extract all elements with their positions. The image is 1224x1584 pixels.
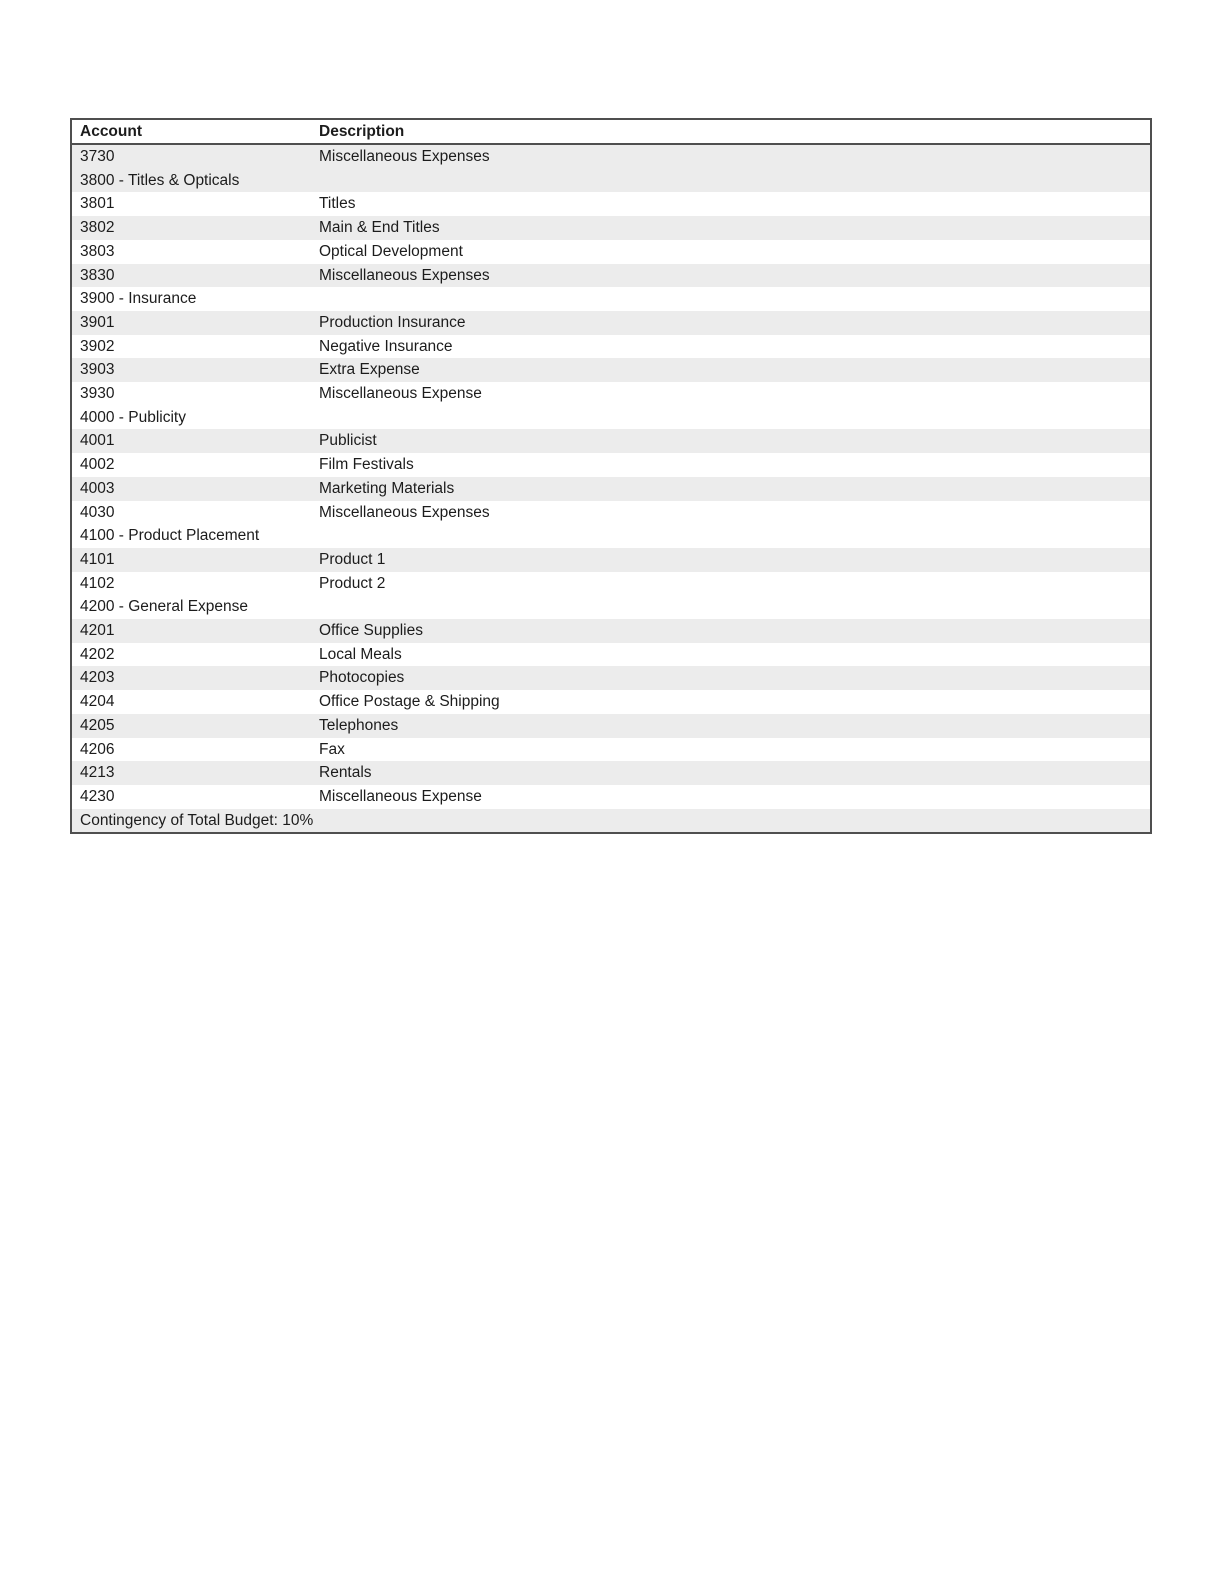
- table-row: [71, 382, 1151, 406]
- account-cell: 4002: [80, 456, 115, 474]
- table-row: [71, 192, 1151, 216]
- account-cell: 4000 - Publicity: [80, 408, 186, 426]
- table-row: [71, 666, 1151, 690]
- account-cell: 3903: [80, 361, 115, 379]
- description-cell: Miscellaneous Expenses: [319, 148, 490, 165]
- account-cell: 4001: [80, 432, 115, 450]
- table-row: [71, 690, 1151, 714]
- table-row: [71, 240, 1151, 264]
- table-row: [71, 738, 1151, 762]
- account-cell: 4102: [80, 574, 115, 592]
- account-cell: 4230: [80, 787, 115, 805]
- description-cell: Local Meals: [319, 645, 402, 663]
- table-row: [71, 311, 1151, 335]
- description-cell: Product 1: [319, 550, 386, 568]
- account-cell: 4202: [80, 645, 115, 663]
- section-header-row: [71, 524, 1151, 548]
- account-cell: 4101: [80, 550, 115, 568]
- account-cell: 3930: [80, 385, 115, 403]
- description-cell: [311, 595, 1151, 619]
- description-cell: Production Insurance: [319, 313, 466, 331]
- account-cell: 4203: [80, 669, 115, 687]
- table-row: [71, 453, 1151, 477]
- description-cell: Miscellaneous Expense: [319, 787, 482, 805]
- section-header-row: [71, 169, 1151, 193]
- section-header-row: [71, 287, 1151, 311]
- table-row: [71, 477, 1151, 501]
- description-cell: Publicist: [319, 432, 377, 450]
- table-row: [71, 619, 1151, 643]
- description-cell: [311, 524, 1151, 548]
- account-cell: 4201: [80, 622, 115, 640]
- description-cell: Miscellaneous Expense: [319, 385, 482, 403]
- account-cell: 3803: [80, 242, 115, 260]
- account-cell: 3730: [80, 148, 115, 165]
- account-cell: 4200 - General Expense: [80, 598, 249, 616]
- account-cell: 4204: [80, 693, 115, 711]
- description-cell: Marketing Materials: [319, 479, 455, 497]
- description-cell: [311, 406, 1151, 430]
- table-row: [71, 429, 1151, 453]
- account-cell: 3900 - Insurance: [80, 290, 197, 308]
- contingency-note: Contingency of Total Budget: 10%: [80, 811, 314, 829]
- description-cell: Film Festivals: [319, 456, 414, 474]
- table-row: [71, 761, 1151, 785]
- description-cell: [311, 287, 1151, 311]
- table-row: [71, 144, 1151, 169]
- description-cell: Telephones: [319, 716, 399, 734]
- budget-accounts-table: [70, 118, 1152, 834]
- table-footer-row: [71, 809, 1151, 834]
- account-cell: 3902: [80, 337, 115, 355]
- description-cell: Optical Development: [319, 242, 463, 260]
- table-row: [71, 335, 1151, 359]
- account-cell: 4213: [80, 764, 115, 782]
- description-cell: [311, 169, 1151, 193]
- description-cell: Office Postage & Shipping: [319, 693, 500, 711]
- table-row: [71, 785, 1151, 809]
- account-cell: 3830: [80, 266, 115, 284]
- table-row: [71, 501, 1151, 525]
- table-row: [71, 714, 1151, 738]
- column-header-description: Description: [311, 119, 1151, 144]
- account-cell: 4030: [80, 503, 115, 521]
- account-cell: 3901: [80, 313, 115, 331]
- table-row: [71, 548, 1151, 572]
- description-cell: Extra Expense: [319, 361, 420, 379]
- description-cell: Negative Insurance: [319, 337, 453, 355]
- account-cell: 4206: [80, 740, 115, 758]
- table-body: [71, 144, 1151, 809]
- table-header-row: [71, 119, 1151, 144]
- section-header-row: [71, 595, 1151, 619]
- table-row: [71, 643, 1151, 667]
- account-cell: 4003: [80, 479, 115, 497]
- description-cell: Office Supplies: [319, 622, 423, 640]
- account-cell: 3802: [80, 219, 115, 237]
- table-row: [71, 216, 1151, 240]
- column-header-account: Account: [71, 119, 311, 144]
- table-row: [71, 572, 1151, 596]
- description-cell: Miscellaneous Expenses: [319, 503, 490, 521]
- table-row: [71, 358, 1151, 382]
- description-cell: Main & End Titles: [319, 219, 440, 237]
- account-cell: 4100 - Product Placement: [80, 527, 260, 545]
- account-cell: 3800 - Titles & Opticals: [80, 171, 240, 189]
- description-cell: Fax: [319, 740, 345, 758]
- description-cell: Product 2: [319, 574, 386, 592]
- account-cell: 4205: [80, 716, 115, 734]
- description-cell: Titles: [319, 195, 356, 213]
- account-cell: 3801: [80, 195, 115, 213]
- description-cell: Photocopies: [319, 669, 405, 687]
- description-cell: Miscellaneous Expenses: [319, 266, 490, 284]
- table-row: [71, 264, 1151, 288]
- section-header-row: [71, 406, 1151, 430]
- description-cell: Rentals: [319, 764, 372, 782]
